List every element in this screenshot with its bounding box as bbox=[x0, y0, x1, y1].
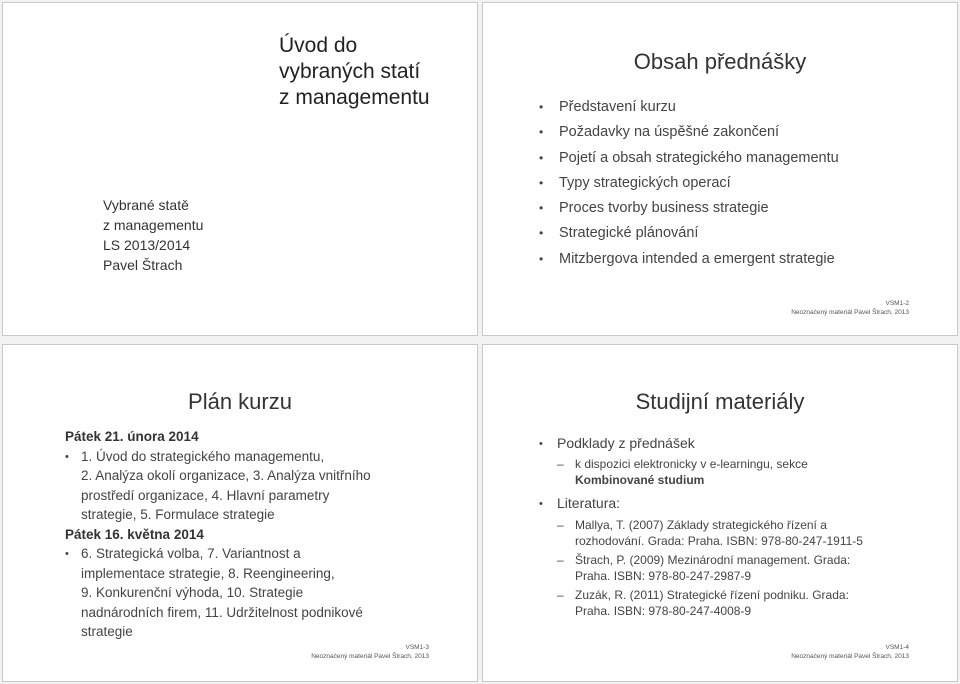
schedule-line: nadnárodních firem, 11. Udržitelnost podnikové bbox=[81, 604, 363, 620]
bullet-icon: • bbox=[539, 175, 544, 190]
slide-title: Studijní materiály bbox=[635, 389, 805, 414]
reference-item bbox=[539, 587, 909, 619]
materials-section bbox=[539, 433, 909, 453]
bullet-icon: • bbox=[539, 201, 544, 216]
materials-note bbox=[539, 456, 909, 488]
dash-icon: – bbox=[557, 457, 564, 471]
list-item-label: Představení kurzu bbox=[559, 99, 676, 115]
list-item-label: Pojetí a obsah strategického managementu bbox=[559, 149, 839, 166]
section-label: Literatura: bbox=[557, 495, 621, 511]
slide-footer bbox=[311, 643, 429, 661]
schedule-line: 6. Strategická volba, 7. Variantnost a bbox=[81, 546, 301, 561]
slide-title: Obsah přednášky bbox=[633, 49, 807, 74]
list-item bbox=[539, 247, 839, 272]
slide-number: VSM1-4 bbox=[885, 644, 909, 651]
bullet-icon: • bbox=[539, 100, 544, 114]
materials-section bbox=[539, 493, 909, 513]
reference-line: Mallya, T. (2007) Základy strategického řízení a bbox=[575, 518, 827, 532]
dash-icon: – bbox=[557, 518, 564, 532]
outline-list bbox=[539, 95, 839, 272]
course-info-line: Pavel Štrach bbox=[103, 257, 183, 273]
reference-line: Praha. ISBN: 978-80-247-4008-9 bbox=[575, 604, 752, 618]
schedule bbox=[65, 427, 425, 642]
slide-1 bbox=[2, 2, 478, 336]
schedule-day-heading: Pátek 21. února 2014 bbox=[65, 429, 199, 444]
course-title-line: Úvod do bbox=[279, 34, 358, 57]
schedule-line: 2. Analýza okolí organizace, 3. Analýza vnitřního bbox=[81, 468, 371, 483]
slide-title: Plán kurzu bbox=[188, 389, 292, 414]
list-item-label: Mitzbergova intended a emergent strategie bbox=[559, 250, 835, 267]
dash-icon: – bbox=[557, 588, 564, 602]
slide-number: VSM1-2 bbox=[885, 300, 909, 307]
list-item-label: Požadavky na úspěšné zakončení bbox=[559, 124, 780, 141]
copyright-note: Neoznačený materiál Pavel Štrach, 2013 bbox=[791, 653, 909, 660]
bullet-icon: • bbox=[65, 548, 69, 560]
schedule-line: prostředí organizace, 4. Hlavní parametry bbox=[81, 487, 330, 503]
list-item bbox=[539, 120, 839, 145]
materials bbox=[539, 433, 909, 622]
bullet-icon: • bbox=[65, 450, 69, 463]
list-item bbox=[539, 95, 839, 120]
course-info-line: Vybrané statě bbox=[103, 197, 189, 213]
note-line: k dispozici elektronicky v e-learningu, sekce bbox=[575, 457, 808, 471]
reference-line: rozhodování. Grada: Praha. ISBN: 978-80-247-1911-5 bbox=[575, 534, 863, 548]
dash-icon: – bbox=[557, 553, 564, 567]
schedule-line: strategie, 5. Formulace strategie bbox=[81, 507, 275, 522]
reference-line: Štrach, P. (2009) Mezinárodní management. Grada: bbox=[575, 553, 851, 567]
list-item bbox=[539, 171, 839, 196]
schedule-line: strategie bbox=[81, 624, 133, 639]
list-item-label: Proces tvorby business strategie bbox=[559, 200, 769, 217]
reference-line: Praha. ISBN: 978-80-247-2987-9 bbox=[575, 569, 752, 583]
bullet-icon: • bbox=[539, 125, 544, 140]
section-label: Podklady z přednášek bbox=[557, 435, 695, 451]
schedule-item bbox=[65, 544, 425, 642]
course-title-line: z managementu bbox=[279, 86, 430, 109]
schedule-day-heading: Pátek 16. května 2014 bbox=[65, 526, 204, 542]
slide-footer bbox=[791, 299, 909, 317]
reference-line: Zuzák, R. (2011) Strategické řízení podniku. Grada: bbox=[575, 588, 849, 602]
slide-3 bbox=[2, 344, 478, 682]
course-info bbox=[103, 195, 263, 275]
schedule-line: implementace strategie, 8. Reengineering, bbox=[81, 565, 335, 581]
course-info-line: LS 2013/2014 bbox=[103, 237, 191, 253]
schedule-item bbox=[65, 447, 425, 525]
list-item bbox=[539, 221, 839, 246]
bullet-icon: • bbox=[539, 498, 543, 510]
copyright-note: Neoznačený materiál Pavel Štrach, 2013 bbox=[791, 309, 909, 316]
bullet-icon: • bbox=[539, 150, 544, 165]
bullet-icon: • bbox=[539, 438, 543, 450]
list-item-label: Strategické plánování bbox=[559, 225, 699, 242]
course-title-line: vybraných statí bbox=[279, 60, 421, 83]
list-item bbox=[539, 146, 839, 171]
slide-4 bbox=[482, 344, 958, 682]
bullet-icon: • bbox=[539, 251, 544, 266]
course-info-line: z managementu bbox=[103, 217, 204, 233]
slide-number: VSM1-3 bbox=[405, 644, 429, 651]
copyright-note: Neoznačený materiál Pavel Štrach, 2013 bbox=[311, 653, 429, 660]
note-line-bold: Kombinované studium bbox=[575, 473, 705, 487]
course-title bbox=[279, 33, 469, 111]
reference-item bbox=[539, 517, 909, 549]
slide-footer bbox=[791, 643, 909, 661]
list-item bbox=[539, 196, 839, 221]
schedule-line: 9. Konkurenční výhoda, 10. Strategie bbox=[81, 585, 304, 600]
reference-item bbox=[539, 552, 909, 584]
list-item-label: Typy strategických operací bbox=[559, 174, 731, 191]
schedule-line: 1. Úvod do strategického managementu, bbox=[81, 448, 325, 464]
bullet-icon: • bbox=[539, 226, 544, 241]
slide-2 bbox=[482, 2, 958, 336]
